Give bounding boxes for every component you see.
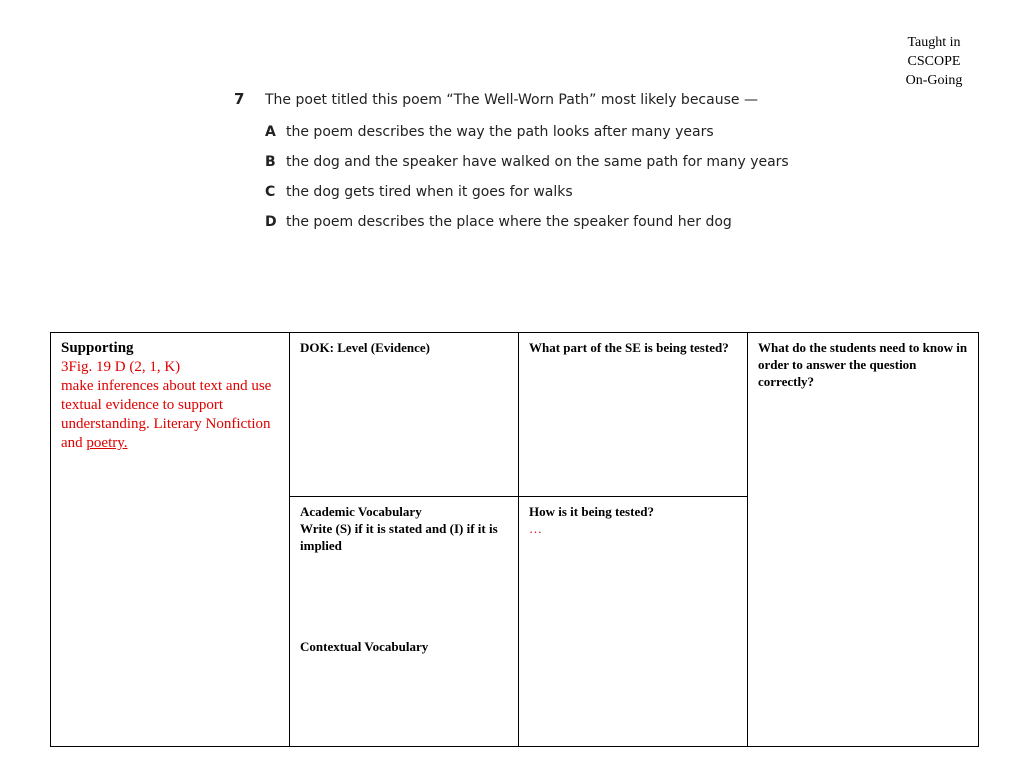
se-code: 3Fig. 19 D (2, 1, K): [61, 359, 181, 375]
academic-vocab-label: Academic Vocabulary: [300, 504, 422, 519]
dok-cell: [290, 333, 519, 497]
se-description: [61, 377, 279, 453]
need-to-know-cell: [748, 333, 979, 747]
choice-letter-c: C: [265, 184, 276, 200]
answer-choice-c: [265, 184, 834, 204]
table-row: [51, 333, 979, 497]
choice-text-c: the dog gets tired when it goes for walks: [286, 184, 573, 200]
taught-in-line3: On-Going: [905, 73, 963, 88]
analysis-table: [50, 332, 979, 747]
taught-in-note: [894, 33, 974, 90]
question-text: The poet titled this poem “The Well-Worn Path” most likely because —: [265, 92, 758, 108]
choice-text-d: the poem describes the place where the speaker found her dog: [286, 214, 732, 230]
academic-vocab-instruction: Write (S) if it is stated and (I) if it is implied: [300, 521, 498, 553]
se-description-underlined: poetry.: [86, 435, 128, 451]
se-part-label: What part of the SE is being tested?: [529, 340, 729, 355]
se-description-text: make inferences about text and use textual evidence to support understanding. Literary Nonfiction and: [61, 378, 272, 451]
question-number: 7: [234, 90, 245, 108]
answer-choice-b: [265, 154, 834, 174]
how-tested-cell: [519, 497, 748, 747]
question-stem: [234, 90, 834, 110]
taught-in-line2: CSCOPE: [907, 54, 961, 69]
dok-label: DOK: Level (Evidence): [300, 340, 430, 355]
choice-letter-b: B: [265, 154, 276, 170]
supporting-cell: [51, 333, 290, 747]
how-tested-label: How is it being tested?: [529, 504, 654, 519]
choice-text-a: the poem describes the way the path looks after many years: [286, 124, 714, 140]
choice-letter-a: A: [265, 124, 276, 140]
answer-choice-d: [265, 214, 834, 234]
supporting-title: Supporting: [61, 340, 134, 356]
question-block: [234, 90, 834, 234]
choice-letter-d: D: [265, 214, 277, 230]
how-tested-value: …: [529, 521, 542, 536]
choice-text-b: the dog and the speaker have walked on the same path for many years: [286, 154, 789, 170]
need-to-know-label: What do the students need to know in order to answer the question correctly?: [758, 340, 968, 389]
contextual-vocab-label: Contextual Vocabulary: [300, 639, 429, 654]
answer-choice-a: [265, 124, 834, 144]
taught-in-line1: Taught in: [907, 35, 961, 50]
vocabulary-cell: [290, 497, 519, 747]
se-part-cell: [519, 333, 748, 497]
